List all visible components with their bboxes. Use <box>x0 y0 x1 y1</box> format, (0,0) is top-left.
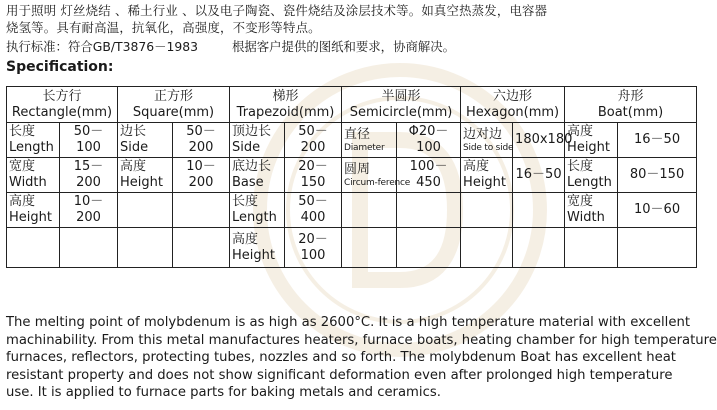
standard-note: 根据客户提供的图纸和要求，协商解决。 <box>232 39 456 54</box>
standard-label: 执行标准：符合GB/T3876－1983 <box>6 39 199 54</box>
cell-value: 50－400 <box>285 193 342 228</box>
cell-empty <box>397 228 461 268</box>
cell-value: 50－200 <box>173 123 230 158</box>
label-en: Circum-ference <box>344 177 411 188</box>
header-hexagon <box>461 87 565 123</box>
label-cn: 高度 <box>232 231 259 247</box>
label-en: Length <box>567 175 612 190</box>
cell-value: 16－50 <box>513 158 565 193</box>
header-cn: 舟形 <box>617 88 644 104</box>
label-cn: 边长 <box>120 124 147 139</box>
intro-line-2: 烧氢等。具有耐高温，抗氧化，高强度，不变形等特点。 <box>6 20 321 35</box>
label-en: Height <box>9 210 52 225</box>
header-cn: 正方形 <box>154 88 194 104</box>
description-line-4: resistant property and does not show significant deformation even after prolonged high temperature <box>6 367 673 383</box>
header-en: Hexagon(mm) <box>465 104 560 120</box>
cell-empty <box>118 193 173 228</box>
cell-empty <box>7 228 60 268</box>
cell-label <box>230 123 285 158</box>
cell-label <box>565 193 618 228</box>
standard-line <box>6 38 694 55</box>
cell-value: 20－150 <box>285 158 342 193</box>
label-en: Width <box>567 210 605 225</box>
cell-empty <box>513 228 565 268</box>
table-header-row <box>7 87 697 123</box>
label-cn: 宽度 <box>9 159 36 174</box>
header-trapezoid <box>230 87 342 123</box>
cell-value: 10－200 <box>60 193 118 228</box>
cell-empty <box>513 193 565 228</box>
cell-value: 10－60 <box>618 193 697 228</box>
table-row <box>7 123 697 158</box>
cell-empty <box>397 193 461 228</box>
label-en: Height <box>232 247 275 263</box>
label-cn: 边对边 <box>463 126 503 142</box>
header-square <box>118 87 230 123</box>
cell-value: 16－50 <box>618 123 697 158</box>
description-line-2: machinability. From this metal manufactures heaters, furnace boats, heating chamber for high temperature <box>6 332 717 348</box>
header-en: Square(mm) <box>132 104 215 120</box>
header-en: Semicircle(mm) <box>349 104 453 120</box>
label-en: Length <box>9 140 54 155</box>
cell-label <box>118 158 173 193</box>
label-cn: 宽度 <box>567 194 594 209</box>
header-cn: 六边形 <box>493 88 533 104</box>
label-cn: 圆周 <box>344 161 371 177</box>
cell-label <box>7 193 60 228</box>
cell-value: 180x180 <box>513 123 565 158</box>
specification-table <box>6 86 697 268</box>
cell-value: 80－150 <box>618 158 697 193</box>
description-line-5: use. It is applied to furnace parts for baking metals and ceramics. <box>6 385 441 401</box>
cell-value: 50－200 <box>285 123 342 158</box>
cell-label <box>230 228 285 268</box>
header-cn: 半圆形 <box>381 88 421 104</box>
header-cn: 长方行 <box>42 88 82 104</box>
label-en: Side <box>120 140 149 155</box>
cell-value: 20－100 <box>285 228 342 268</box>
table-row <box>7 158 697 193</box>
cell-value: 10－200 <box>173 158 230 193</box>
table-row <box>7 193 697 228</box>
header-en: Rectangle(mm) <box>11 104 113 120</box>
specification-heading: Specification: <box>6 59 114 75</box>
cell-empty <box>173 193 230 228</box>
cell-empty <box>60 228 118 268</box>
description-text <box>6 314 717 402</box>
cell-value: 15－200 <box>60 158 118 193</box>
header-semicircle <box>342 87 461 123</box>
intro-text <box>6 2 694 36</box>
cell-label <box>118 123 173 158</box>
label-cn: 长度 <box>9 124 36 139</box>
cell-value: Φ20－100 <box>397 123 461 158</box>
label-cn: 顶边长 <box>232 124 272 139</box>
label-en: Height <box>463 175 507 190</box>
label-en: Side to side <box>463 142 514 153</box>
cell-label <box>342 123 397 158</box>
cell-empty <box>173 228 230 268</box>
header-cn: 梯形 <box>272 88 299 104</box>
label-en: Height <box>567 140 611 155</box>
cell-empty <box>618 228 697 268</box>
label-cn: 高度 <box>120 159 147 174</box>
header-en: Boat(mm) <box>597 104 664 120</box>
label-en: Side <box>232 140 261 155</box>
label-en: Length <box>232 210 277 225</box>
intro-line-1: 用于照明 灯丝烧结 、稀土行业 、以及电子陶瓷、瓷件烧结及涂层技术等。如真空热蒸发，电容器 <box>6 3 548 18</box>
description-line-1: The melting point of molybdenum is as high as 2600°C. It is a high temperature material with excellent <box>6 315 690 330</box>
label-cn: 高度 <box>9 194 36 209</box>
label-en: Diameter <box>344 142 385 153</box>
cell-empty <box>118 228 173 268</box>
header-rectangle <box>7 87 118 123</box>
cell-empty <box>461 193 513 228</box>
cell-label <box>461 123 513 158</box>
cell-empty <box>461 228 513 268</box>
header-boat <box>565 87 697 123</box>
cell-label <box>230 158 285 193</box>
cell-empty <box>342 193 397 228</box>
cell-value: 100－450 <box>397 158 461 193</box>
cell-label <box>565 158 618 193</box>
label-cn: 高度 <box>463 159 490 174</box>
label-cn: 底边长 <box>232 159 272 174</box>
cell-label <box>7 123 60 158</box>
label-cn: 直径 <box>344 126 371 142</box>
description-line-3: furnaces, reflectors, protecting tubes, nozzles and so forth. The molybdenum Boat has excellent heat <box>6 350 676 366</box>
cell-label <box>230 193 285 228</box>
label-en: Base <box>232 175 264 190</box>
label-cn: 高度 <box>567 124 594 139</box>
header-en: Trapezoid(mm) <box>236 104 335 120</box>
label-cn: 长度 <box>567 159 594 174</box>
table-row <box>7 228 697 268</box>
label-en: Height <box>120 175 163 190</box>
cell-label <box>7 158 60 193</box>
cell-value: 50－100 <box>60 123 118 158</box>
cell-label <box>461 158 513 193</box>
cell-label <box>565 123 618 158</box>
label-cn: 长度 <box>232 194 259 209</box>
cell-label <box>342 158 411 193</box>
cell-empty <box>565 228 618 268</box>
cell-empty <box>342 228 397 268</box>
label-en: Width <box>9 175 47 190</box>
